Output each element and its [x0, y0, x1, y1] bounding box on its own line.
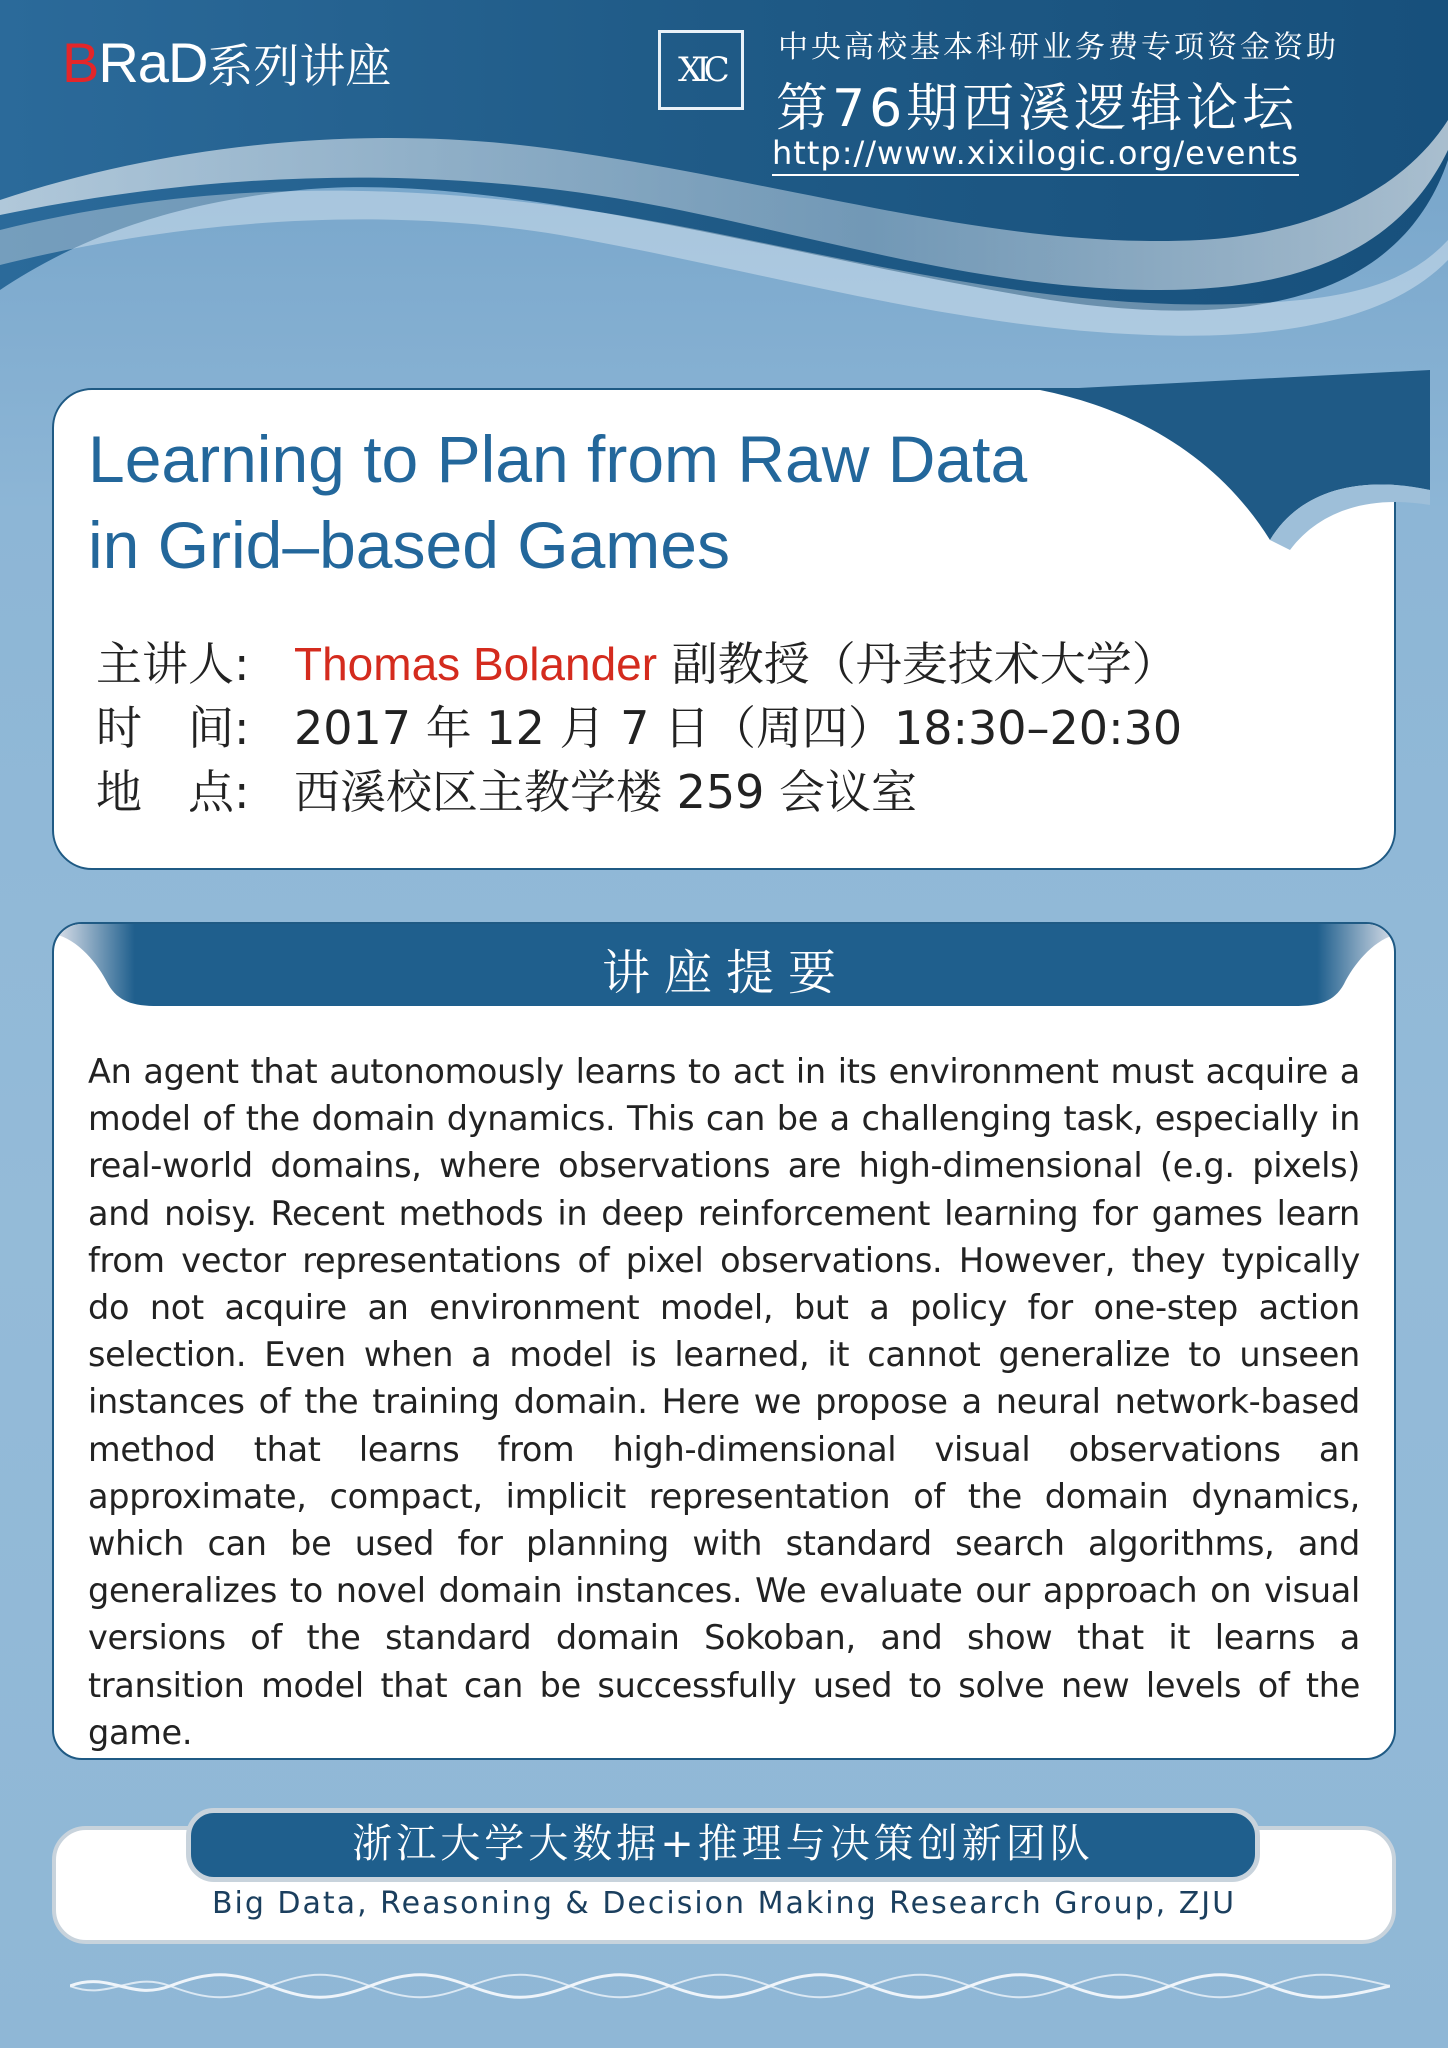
brand-rad: RaD	[98, 31, 208, 94]
time-row	[96, 696, 1182, 760]
speaker-row	[96, 632, 1182, 696]
funding-line: 中央高校基本科研业务费专项资金资助	[778, 30, 1339, 65]
abstract-heading: 讲座提要	[601, 945, 850, 1001]
page-curl-decoration	[1040, 370, 1430, 550]
events-url[interactable]: http://www.xixilogic.org/events	[772, 134, 1299, 176]
team-banner: 浙江大学大数据+推理与决策创新团队	[186, 1808, 1260, 1882]
talk-details	[96, 632, 1182, 824]
speaker-label: 主讲人:	[96, 637, 250, 691]
abstract-card	[52, 922, 1396, 1760]
talk-title-line1: Learning to Plan from Raw Data	[88, 422, 1028, 496]
place-label: 地 点:	[96, 765, 250, 819]
xixi-logo	[658, 30, 744, 110]
time-value: 2017 年 12 月 7 日（周四）18:30–20:30	[294, 701, 1183, 755]
talk-title	[88, 416, 1168, 588]
abstract-text: An agent that autonomously learns to act in its environment must acquire a model of the domain dynamics. This can be a challenging task, especially in real-world domains, where observations are high-dimensional (e.g. pixels) and noisy. Recent methods in deep reinforcement learning for games learn from vector representations of pixel observations. However, they typically do not acquire an environment model, but a policy for one-step action selection. Even when a model is learned, it cannot generalize to unseen instances of the training domain. Here we propose a neural network-based method that learns from high-dimensional visual observations an approximate, compact, implicit representation of the domain dynamics, which can be used for planning with standard search algorithms, and generalizes to novel domain instances. We evaluate our approach on visual versions of the standard domain Sokoban, and show that it learns a transition model that can be successfully used to solve new levels of the game.	[88, 1052, 1360, 1752]
group-name-en: Big Data, Reasoning & Decision Making Research Group, ZJU	[211, 1886, 1237, 1921]
place-row	[96, 760, 1182, 824]
brad-brand	[62, 30, 391, 96]
time-label: 时 间:	[96, 701, 250, 755]
brand-series-label: 系列讲座	[207, 39, 392, 93]
speaker-name: Thomas Bolander	[294, 638, 658, 690]
speaker-affiliation: 副教授（丹麦技术大学）	[657, 637, 1178, 691]
logo-text: XIC	[678, 50, 724, 90]
place-value: 西溪校区主教学楼 259 会议室	[294, 765, 918, 819]
ornament-divider	[70, 1966, 1390, 2006]
forum-title: 第76期西溪逻辑论坛	[776, 79, 1299, 139]
brand-letter-b: B	[62, 31, 99, 94]
talk-title-line2: in Grid–based Games	[88, 508, 730, 582]
